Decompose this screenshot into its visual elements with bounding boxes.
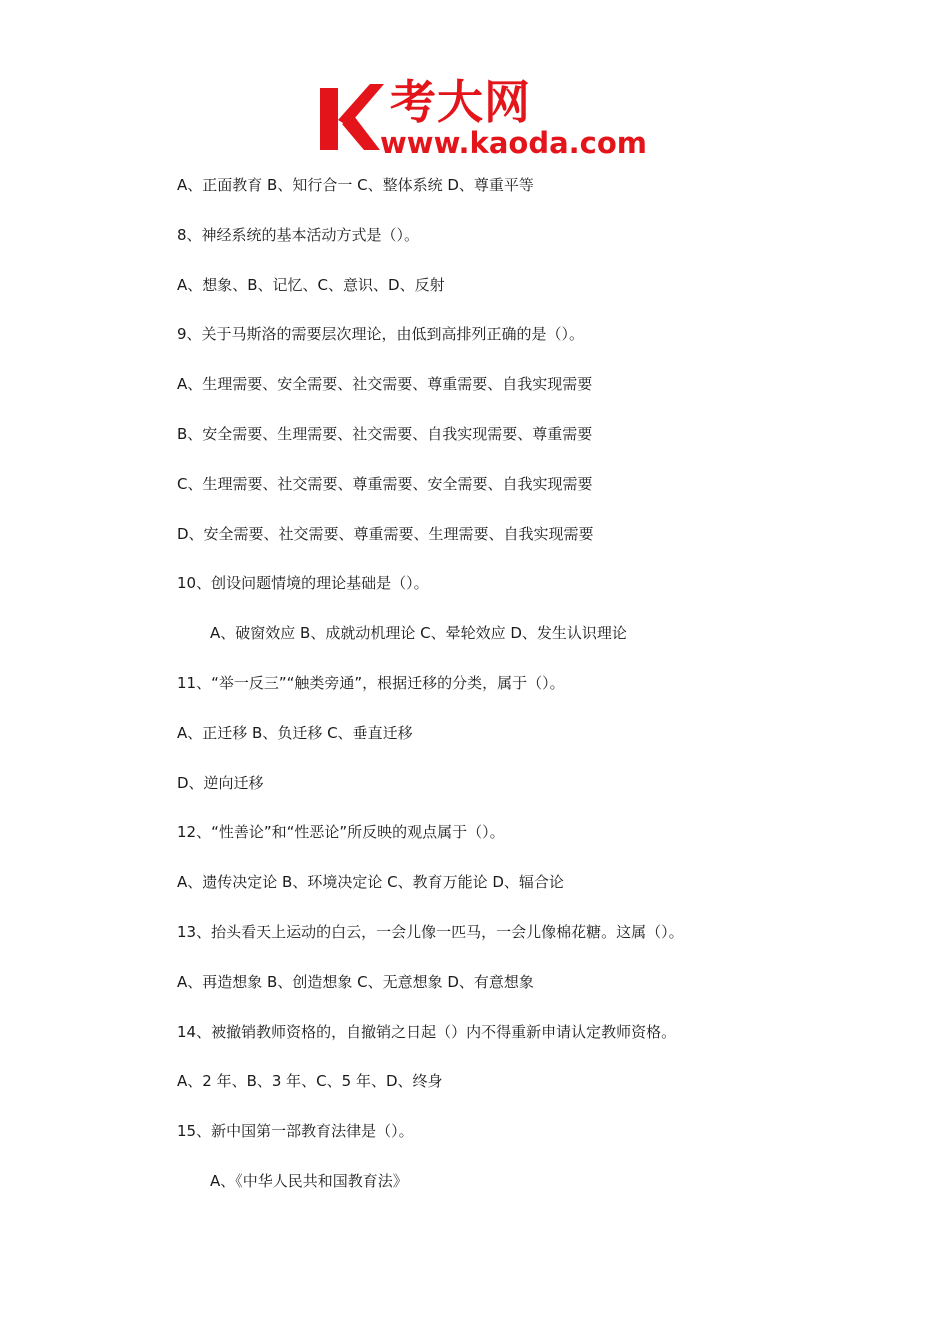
question-line: 8、神经系统的基本活动方式是（）。 <box>177 225 420 244</box>
option-line: A、2 年、B、3 年、C、5 年、D、终身 <box>177 1072 443 1091</box>
question-line: 13、抬头看天上运动的白云，一会儿像一匹马，一会儿像棉花糖。这属（）。 <box>177 922 684 941</box>
option-line: D、逆向迁移 <box>177 773 264 792</box>
logo-brand-cn: 考大网 <box>390 75 531 129</box>
option-line: A、正面教育 B、知行合一 C、整体系统 D、尊重平等 <box>177 176 534 194</box>
option-line: A、再造想象 B、创造想象 C、无意想象 D、有意想象 <box>177 972 534 991</box>
kaoda-k-logo-icon <box>318 80 384 156</box>
option-line: D、安全需要、社交需要、尊重需要、生理需要、自我实现需要 <box>177 524 594 543</box>
logo-brand-url: www.kaoda.com <box>380 126 647 160</box>
question-line: 10、创设问题情境的理论基础是（）。 <box>177 574 429 593</box>
question-line: 15、新中国第一部教育法律是（）。 <box>177 1122 414 1141</box>
option-line: A、生理需要、安全需要、社交需要、尊重需要、自我实现需要 <box>177 375 593 394</box>
option-line: A、正迁移 B、负迁移 C、垂直迁移 <box>177 723 413 742</box>
option-line: A、遗传决定论 B、环境决定论 C、教育万能论 D、辐合论 <box>177 873 564 892</box>
question-line: 12、“性善论”和“性恶论”所反映的观点属于（）。 <box>177 823 505 842</box>
option-line: A、《中华人民共和国教育法》 <box>210 1171 408 1190</box>
option-line: B、安全需要、生理需要、社交需要、自我实现需要、尊重需要 <box>177 424 593 443</box>
question-line: 9、关于马斯洛的需要层次理论，由低到高排列正确的是（）。 <box>177 325 585 344</box>
question-line: 11、“举一反三”“触类旁通”，根据迁移的分类，属于（）。 <box>177 673 565 692</box>
option-line: C、生理需要、社交需要、尊重需要、安全需要、自我实现需要 <box>177 474 593 493</box>
document-body <box>177 170 917 1216</box>
question-line: 14、被撤销教师资格的，自撤销之日起（）内不得重新申请认定教师资格。 <box>177 1022 677 1041</box>
option-line: A、想象、B、记忆、C、意识、D、反射 <box>177 275 445 294</box>
option-line: A、破窗效应 B、成就动机理论 C、晕轮效应 D、发生认识理论 <box>210 624 627 643</box>
kaoda-logo <box>318 75 647 160</box>
